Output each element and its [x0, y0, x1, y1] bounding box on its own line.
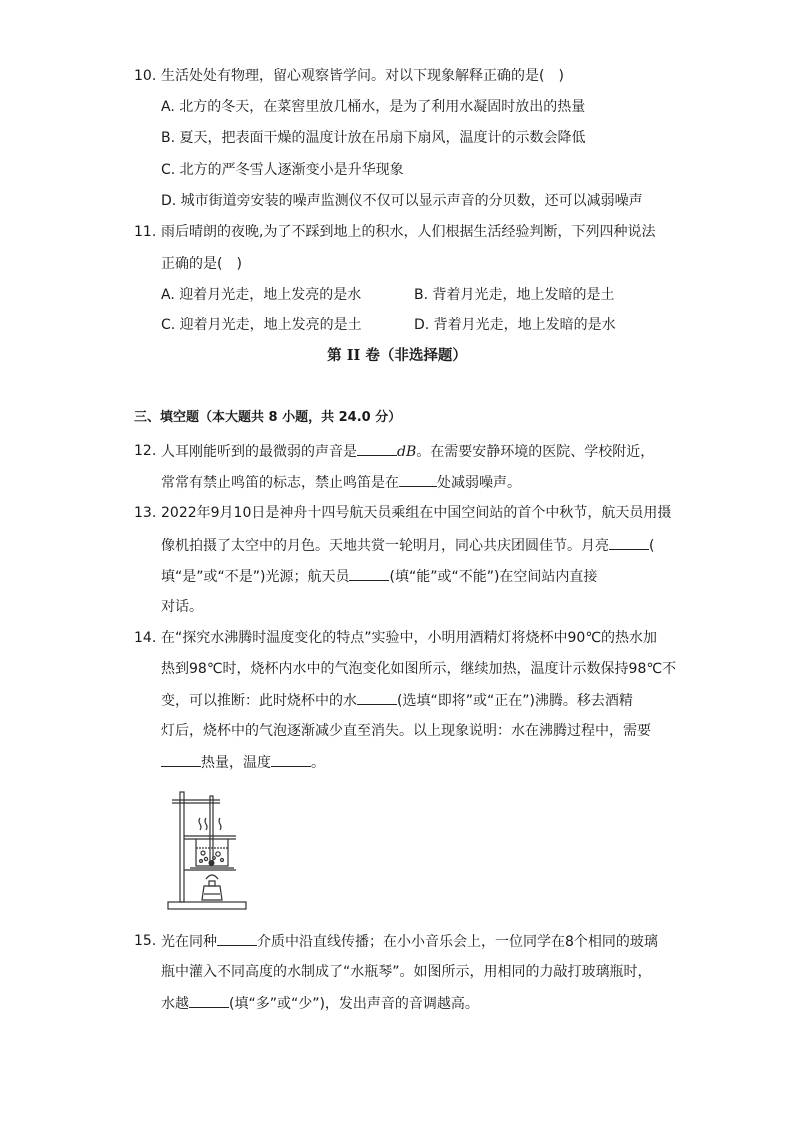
answer-blank[interactable]: [217, 931, 257, 946]
question-15-text-3b: (填“多”或“少”)，发出声音的音调越高。: [229, 996, 479, 1012]
answer-blank[interactable]: [349, 566, 389, 581]
answer-blank[interactable]: [357, 690, 397, 705]
stand-rod: [180, 792, 184, 902]
question-14-text-5a: 热量，温度: [201, 755, 271, 771]
answer-blank[interactable]: [399, 472, 437, 487]
question-13-number: 13.: [134, 505, 157, 521]
question-13-line-1: 2022年9月10日是神舟十四号航天员乘组在中国空间站的首个中秋节，航天员用摄: [161, 505, 672, 521]
question-10-option-d: D. 城市街道旁安装的噪声监测仪不仅可以显示声音的分贝数，还可以减弱噪声: [161, 193, 643, 209]
question-14-text-3a: 变，可以推断：此时烧杯中的水: [161, 693, 357, 709]
question-10-number: 10.: [134, 68, 157, 84]
question-12-number: 12.: [134, 443, 157, 459]
thermometer: [210, 796, 213, 861]
answer-blank[interactable]: [357, 441, 397, 456]
question-11-stem-line-1: 雨后晴朗的夜晚,为了不踩到地上的积水，人们根据生活经验判断，下列四种说法: [161, 224, 656, 240]
stand-base: [168, 902, 246, 909]
steam: [199, 818, 201, 830]
question-15-text-1a: 光在同种: [161, 934, 217, 950]
question-14-number: 14.: [134, 630, 157, 646]
question-10-stem: 生活处处有物理，留心观察皆学问。对以下现象解释正确的是( ): [161, 68, 564, 84]
question-11-option-b: B. 背着月光走，地上发暗的是土: [414, 287, 615, 303]
question-15-number: 15.: [134, 933, 157, 949]
question-15-text-1b: 介质中沿直线传播；在小小音乐会上，一位同学在8个相同的玻璃: [257, 934, 658, 950]
question-13-text-2a: 像机拍摄了太空中的月色。天地共赏一轮明月，同心共庆团圆佳节。月亮: [161, 538, 609, 554]
question-10-option-c: C. 北方的严冬雪人逐渐变小是升华现象: [161, 162, 404, 178]
question-14-line-4: 灯后，烧杯中的气泡逐渐减少直至消失。以上现象说明：水在沸腾过程中，需要: [161, 723, 651, 739]
question-12-text-1a: 人耳刚能听到的最微弱的声音是: [161, 444, 357, 460]
question-12-text-1b: 。在需要安静环境的医院、学校附近，: [416, 444, 655, 460]
question-11-stem-line-2: 正确的是( ): [161, 256, 242, 272]
question-10-option-a: A. 北方的冬天，在菜窖里放几桶水，是为了利用水凝固时放出的热量: [161, 99, 586, 115]
question-15-line-3: [161, 993, 479, 1014]
answer-blank[interactable]: [271, 752, 311, 767]
question-14-line-2: 热到98℃时，烧杯内水中的气泡变化如图所示，继续加热，温度计示数保持98℃不: [161, 661, 677, 677]
question-14-text-5b: 。: [311, 755, 325, 771]
question-13-line-2: [161, 535, 654, 556]
question-13-text-2b: (: [649, 538, 655, 554]
question-12-text-2b: 处减弱噪声。: [437, 475, 521, 491]
question-14-line-3: [161, 690, 633, 711]
question-12-line-1: [161, 441, 654, 462]
question-15-line-1: [161, 931, 658, 952]
answer-blank[interactable]: [609, 535, 649, 550]
question-12-line-2: [161, 472, 521, 493]
question-13-line-4: 对话。: [161, 599, 203, 615]
question-13-text-3b: (填“能”或“不能”)在空间站内直接: [389, 569, 598, 585]
answer-blank[interactable]: [161, 752, 201, 767]
question-11-option-c: C. 迎着月光走，地上发亮的是土: [161, 317, 362, 333]
question-13-line-3: [161, 566, 597, 587]
question-15-line-2: 瓶中灌入不同高度的水制成了“水瓶琴”。如图所示，用相同的力敲打玻璃瓶时，: [161, 964, 652, 980]
part-heading: 三、填空题（本大题共 8 小题，共 24.0 分）: [134, 410, 402, 425]
alcohol-lamp: [202, 886, 222, 900]
question-11-option-d: D. 背着月光走，地上发暗的是水: [414, 317, 616, 333]
question-13-text-3a: 填“是”或“不是”)光源；航天员: [161, 569, 350, 585]
question-14-line-1: 在“探究水沸腾时温度变化的特点”实验中，小明用酒精灯将烧杯中90℃的热水加: [161, 630, 658, 646]
question-11-option-a: A. 迎着月光走，地上发亮的是水: [161, 287, 362, 303]
unit-label: dB: [397, 444, 417, 460]
question-15-text-3a: 水越: [161, 996, 189, 1012]
question-12-text-2a: 常常有禁止鸣笛的标志，禁止鸣笛是在: [161, 475, 399, 491]
section-title: 第 II 卷（非选择题）: [327, 347, 467, 364]
question-14-line-5: [161, 752, 325, 773]
boiling-apparatus-figure: [166, 786, 248, 914]
answer-blank[interactable]: [189, 993, 229, 1008]
question-14-text-3b: (选填“即将”或“正在”)沸腾。移去酒精: [397, 693, 633, 709]
question-11-number: 11.: [134, 224, 157, 240]
flame: [206, 875, 218, 879]
question-10-option-b: B. 夏天，把表面干燥的温度计放在吊扇下扇风，温度计的示数会降低: [161, 130, 586, 146]
